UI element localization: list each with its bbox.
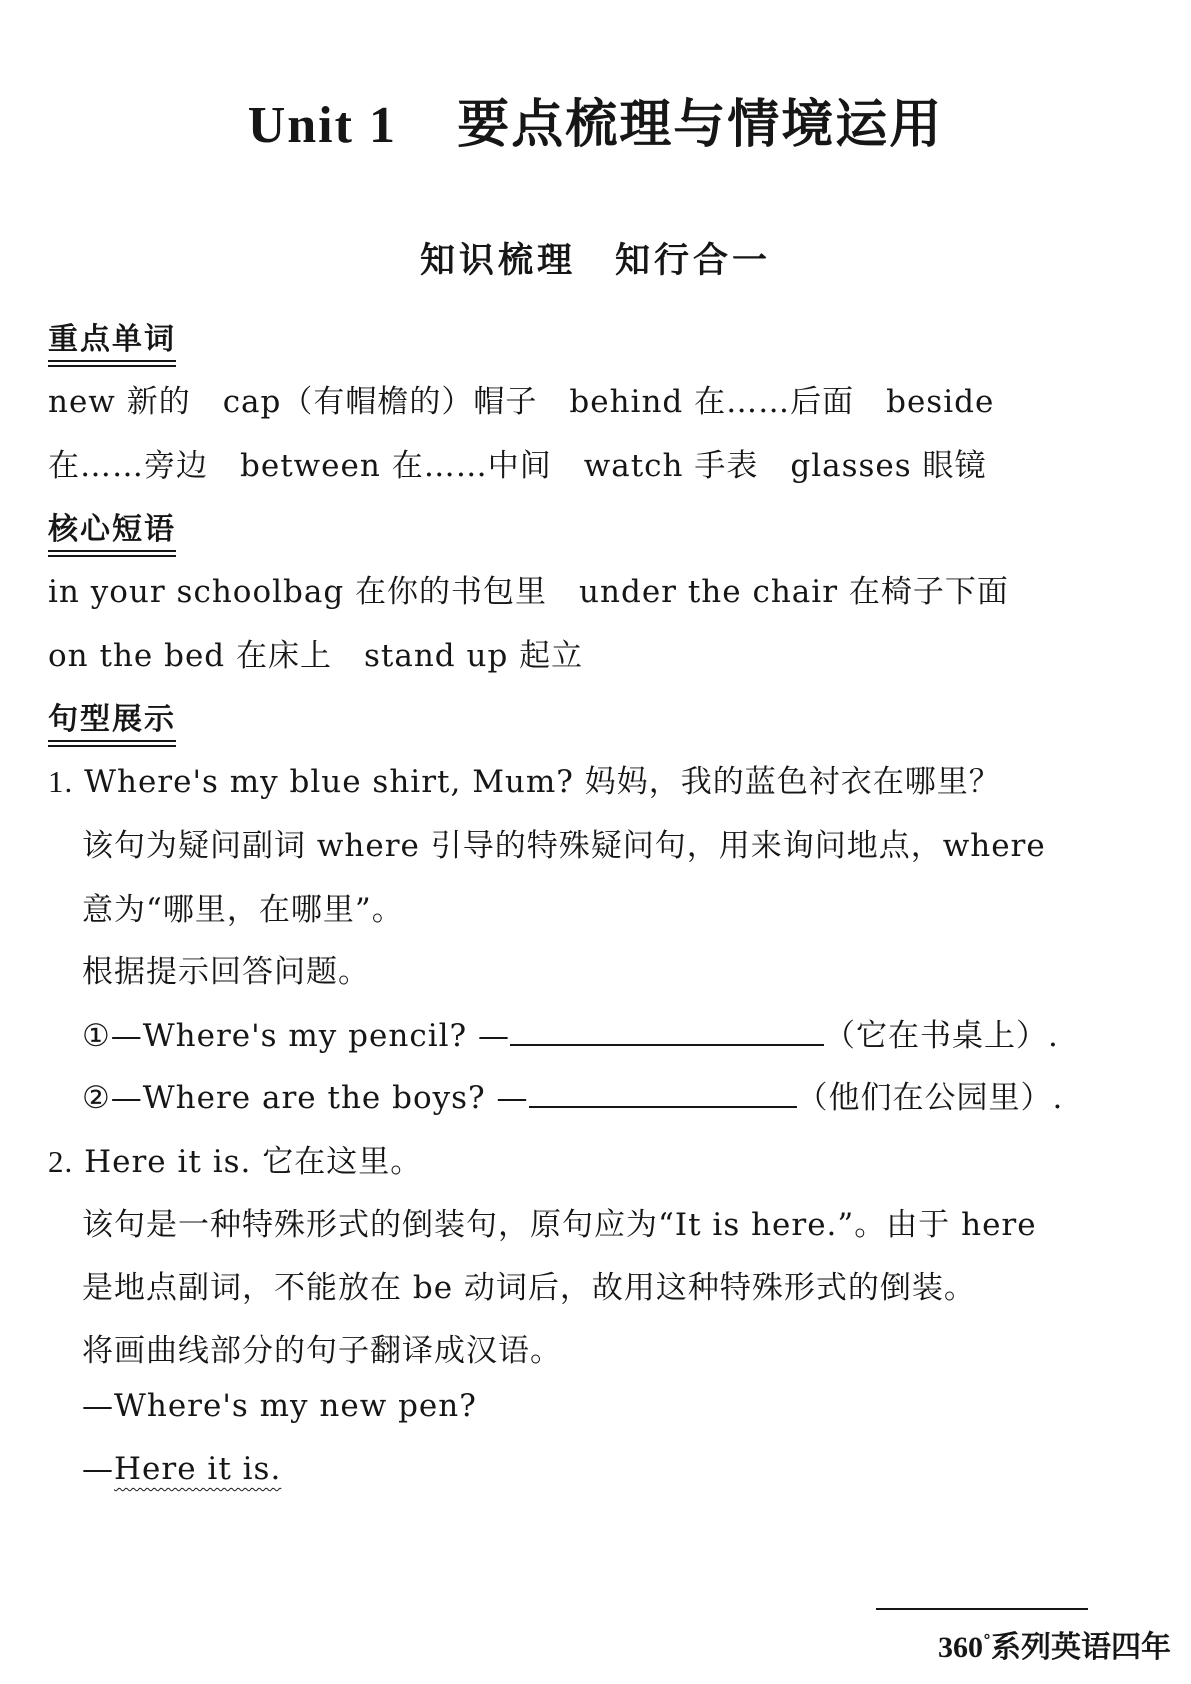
item-2-explain-1: 该句是一种特殊形式的倒装句，原句应为“It is here.”。由于 here	[82, 1207, 1037, 1243]
footer-series	[938, 1622, 1171, 1666]
section-heading-words: 重点单词	[48, 314, 176, 362]
title-text: 要点梳理与情境运用	[457, 94, 944, 155]
words-line-1: new 新的 cap（有帽檐的）帽子 behind 在……后面 beside	[48, 384, 995, 420]
item-2-number: 2.	[48, 1144, 74, 1179]
footer-divider	[876, 1608, 1088, 1610]
item-2-sentence	[48, 1136, 422, 1181]
phrases-line-1: in your schoolbag 在你的书包里 under the chair 在椅子下面	[48, 574, 1009, 610]
item-1-explain-1: 该句为疑问副词 where 引导的特殊疑问句，用来询问地点，where	[82, 828, 1046, 864]
question-1	[82, 1010, 1059, 1055]
question-2-hint: （他们在公园里）.	[796, 1080, 1064, 1116]
answer-blank-2[interactable]	[529, 1078, 797, 1108]
dialog-line-2	[82, 1451, 281, 1487]
section-heading-phrases: 核心短语	[48, 504, 176, 552]
wavy-underlined-sentence: Here it is.	[114, 1451, 282, 1487]
unit-label: Unit 1	[247, 97, 397, 154]
item-1-number: 1.	[48, 764, 74, 799]
phrases-line-2: on the bed 在床上 stand up 起立	[48, 638, 584, 674]
item-2-explain-2: 是地点副词，不能放在 be 动词后，故用这种特殊形式的倒装。	[82, 1270, 976, 1306]
question-2-text: ②—Where are the boys? —	[82, 1080, 529, 1116]
dialog-dash: —	[82, 1451, 114, 1487]
item-1-task: 根据提示回答问题。	[82, 954, 370, 990]
question-1-text: ①—Where's my pencil? —	[82, 1018, 510, 1054]
dialog-line-1: —Where's my new pen?	[82, 1388, 477, 1424]
footer-number: 360	[938, 1631, 983, 1664]
words-line-2: 在……旁边 between 在……中间 watch 手表 glasses 眼镜	[48, 448, 987, 484]
item-1-explain-2: 意为“哪里，在哪里”。	[82, 892, 404, 928]
footer-text: 系列英语四年	[991, 1630, 1171, 1665]
item-2-task: 将画曲线部分的句子翻译成汉语。	[82, 1333, 562, 1369]
subtitle: 知识梳理 知行合一	[419, 240, 771, 281]
section-heading-sentences: 句型展示	[48, 694, 176, 742]
question-2	[82, 1072, 1063, 1117]
item-2-text: Here it is. 它在这里。	[84, 1144, 423, 1180]
answer-blank-1[interactable]	[510, 1016, 824, 1046]
question-1-hint: （它在书桌上）.	[824, 1018, 1059, 1054]
page-title	[0, 82, 1191, 157]
item-1-sentence	[48, 756, 1001, 801]
item-1-text: Where's my blue shirt, Mum? 妈妈，我的蓝色衬衣在哪里？	[84, 764, 1001, 800]
footer-degree: °	[983, 1631, 991, 1650]
